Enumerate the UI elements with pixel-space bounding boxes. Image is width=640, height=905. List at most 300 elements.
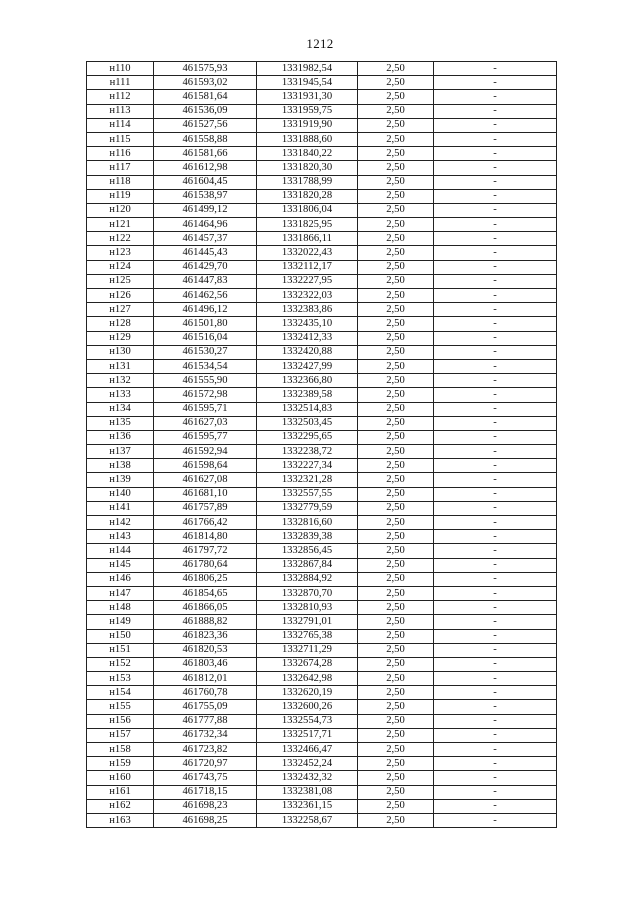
value-cell: 2,50 [358,473,434,487]
value-cell: 2,50 [358,501,434,515]
point-id-cell: н133 [87,388,154,402]
y-coordinate-cell: 1332227,34 [257,459,358,473]
point-id-cell: н118 [87,175,154,189]
note-cell: - [434,161,557,175]
value-cell: 2,50 [358,359,434,373]
point-id-cell: н126 [87,289,154,303]
note-cell: - [434,274,557,288]
value-cell: 2,50 [358,317,434,331]
value-cell: 2,50 [358,558,434,572]
x-coordinate-cell: 461575,93 [154,62,257,76]
value-cell: 2,50 [358,728,434,742]
y-coordinate-cell: 1332295,65 [257,430,358,444]
note-cell: - [434,799,557,813]
table-row [87,331,557,345]
x-coordinate-cell: 461496,12 [154,303,257,317]
value-cell: 2,50 [358,189,434,203]
x-coordinate-cell: 461718,15 [154,785,257,799]
x-coordinate-cell: 461499,12 [154,203,257,217]
table-row [87,544,557,558]
value-cell: 2,50 [358,218,434,232]
note-cell: - [434,374,557,388]
point-id-cell: н148 [87,601,154,615]
y-coordinate-cell: 1332779,59 [257,501,358,515]
point-id-cell: н114 [87,118,154,132]
point-id-cell: н138 [87,459,154,473]
value-cell: 2,50 [358,118,434,132]
y-coordinate-cell: 1332381,08 [257,785,358,799]
y-coordinate-cell: 1332322,03 [257,289,358,303]
note-cell: - [434,175,557,189]
table-row [87,700,557,714]
point-id-cell: н140 [87,487,154,501]
value-cell: 2,50 [358,530,434,544]
x-coordinate-cell: 461743,75 [154,771,257,785]
value-cell: 2,50 [358,586,434,600]
value-cell: 2,50 [358,445,434,459]
x-coordinate-cell: 461612,98 [154,161,257,175]
value-cell: 2,50 [358,629,434,643]
x-coordinate-cell: 461720,97 [154,757,257,771]
table-row [87,175,557,189]
y-coordinate-cell: 1331820,28 [257,189,358,203]
table-row [87,686,557,700]
point-id-cell: н111 [87,76,154,90]
point-id-cell: н153 [87,672,154,686]
table-row [87,473,557,487]
note-cell: - [434,714,557,728]
y-coordinate-cell: 1332517,71 [257,728,358,742]
table-row [87,572,557,586]
y-coordinate-cell: 1331806,04 [257,203,358,217]
value-cell: 2,50 [358,388,434,402]
table-row [87,757,557,771]
y-coordinate-cell: 1331982,54 [257,62,358,76]
value-cell: 2,50 [358,487,434,501]
value-cell: 2,50 [358,402,434,416]
table-row [87,317,557,331]
y-coordinate-cell: 1332022,43 [257,246,358,260]
note-cell: - [434,601,557,615]
note-cell: - [434,416,557,430]
value-cell: 2,50 [358,260,434,274]
y-coordinate-cell: 1332791,01 [257,615,358,629]
table-row [87,246,557,260]
value-cell: 2,50 [358,203,434,217]
point-id-cell: н112 [87,90,154,104]
table-row [87,90,557,104]
y-coordinate-cell: 1332810,93 [257,601,358,615]
value-cell: 2,50 [358,672,434,686]
point-id-cell: н135 [87,416,154,430]
x-coordinate-cell: 461429,70 [154,260,257,274]
point-id-cell: н146 [87,572,154,586]
note-cell: - [434,544,557,558]
value-cell: 2,50 [358,232,434,246]
y-coordinate-cell: 1332884,92 [257,572,358,586]
value-cell: 2,50 [358,175,434,189]
point-id-cell: н154 [87,686,154,700]
value-cell: 2,50 [358,643,434,657]
y-coordinate-cell: 1331820,30 [257,161,358,175]
y-coordinate-cell: 1331888,60 [257,132,358,146]
note-cell: - [434,487,557,501]
y-coordinate-cell: 1332389,58 [257,388,358,402]
x-coordinate-cell: 461464,96 [154,218,257,232]
table-row [87,76,557,90]
x-coordinate-cell: 461854,65 [154,586,257,600]
y-coordinate-cell: 1332711,29 [257,643,358,657]
y-coordinate-cell: 1332856,45 [257,544,358,558]
x-coordinate-cell: 461755,09 [154,700,257,714]
table-row [87,218,557,232]
table-row [87,799,557,813]
point-id-cell: н123 [87,246,154,260]
point-id-cell: н162 [87,799,154,813]
value-cell: 2,50 [358,657,434,671]
y-coordinate-cell: 1332258,67 [257,813,358,827]
value-cell: 2,50 [358,813,434,827]
point-id-cell: н115 [87,132,154,146]
table-row [87,232,557,246]
note-cell: - [434,402,557,416]
value-cell: 2,50 [358,601,434,615]
y-coordinate-cell: 1332870,70 [257,586,358,600]
y-coordinate-cell: 1331945,54 [257,76,358,90]
value-cell: 2,50 [358,303,434,317]
x-coordinate-cell: 461814,80 [154,530,257,544]
point-id-cell: н110 [87,62,154,76]
table-row [87,530,557,544]
value-cell: 2,50 [358,76,434,90]
point-id-cell: н130 [87,345,154,359]
table-row [87,147,557,161]
table-row [87,359,557,373]
y-coordinate-cell: 1331919,90 [257,118,358,132]
value-cell: 2,50 [358,516,434,530]
point-id-cell: н145 [87,558,154,572]
point-id-cell: н144 [87,544,154,558]
coordinates-table [86,61,557,828]
point-id-cell: н134 [87,402,154,416]
table-row [87,516,557,530]
table-row [87,402,557,416]
x-coordinate-cell: 461530,27 [154,345,257,359]
value-cell: 2,50 [358,246,434,260]
note-cell: - [434,643,557,657]
y-coordinate-cell: 1332867,84 [257,558,358,572]
x-coordinate-cell: 461527,56 [154,118,257,132]
x-coordinate-cell: 461462,56 [154,289,257,303]
x-coordinate-cell: 461447,83 [154,274,257,288]
note-cell: - [434,62,557,76]
value-cell: 2,50 [358,90,434,104]
point-id-cell: н120 [87,203,154,217]
point-id-cell: н128 [87,317,154,331]
value-cell: 2,50 [358,345,434,359]
table-row [87,643,557,657]
note-cell: - [434,76,557,90]
value-cell: 2,50 [358,771,434,785]
table-row [87,487,557,501]
note-cell: - [434,757,557,771]
note-cell: - [434,203,557,217]
y-coordinate-cell: 1332466,47 [257,743,358,757]
x-coordinate-cell: 461627,08 [154,473,257,487]
point-id-cell: н139 [87,473,154,487]
value-cell: 2,50 [358,289,434,303]
note-cell: - [434,558,557,572]
value-cell: 2,50 [358,374,434,388]
x-coordinate-cell: 461516,04 [154,331,257,345]
x-coordinate-cell: 461501,80 [154,317,257,331]
table-row [87,615,557,629]
note-cell: - [434,118,557,132]
point-id-cell: н124 [87,260,154,274]
point-id-cell: н143 [87,530,154,544]
note-cell: - [434,771,557,785]
y-coordinate-cell: 1332554,73 [257,714,358,728]
value-cell: 2,50 [358,544,434,558]
value-cell: 2,50 [358,785,434,799]
value-cell: 2,50 [358,757,434,771]
y-coordinate-cell: 1332765,38 [257,629,358,643]
point-id-cell: н129 [87,331,154,345]
table-row [87,274,557,288]
y-coordinate-cell: 1332227,95 [257,274,358,288]
x-coordinate-cell: 461723,82 [154,743,257,757]
note-cell: - [434,147,557,161]
table-row [87,629,557,643]
y-coordinate-cell: 1332816,60 [257,516,358,530]
x-coordinate-cell: 461681,10 [154,487,257,501]
point-id-cell: н132 [87,374,154,388]
x-coordinate-cell: 461777,88 [154,714,257,728]
value-cell: 2,50 [358,161,434,175]
table-row [87,771,557,785]
y-coordinate-cell: 1331788,99 [257,175,358,189]
table-row [87,445,557,459]
point-id-cell: н125 [87,274,154,288]
table-row [87,260,557,274]
note-cell: - [434,303,557,317]
x-coordinate-cell: 461823,36 [154,629,257,643]
x-coordinate-cell: 461604,45 [154,175,257,189]
x-coordinate-cell: 461806,25 [154,572,257,586]
table-row [87,303,557,317]
y-coordinate-cell: 1332238,72 [257,445,358,459]
value-cell: 2,50 [358,147,434,161]
point-id-cell: н127 [87,303,154,317]
point-id-cell: н142 [87,516,154,530]
x-coordinate-cell: 461698,23 [154,799,257,813]
value-cell: 2,50 [358,104,434,118]
table-row [87,743,557,757]
table-row [87,416,557,430]
note-cell: - [434,686,557,700]
y-coordinate-cell: 1332600,26 [257,700,358,714]
note-cell: - [434,586,557,600]
note-cell: - [434,657,557,671]
point-id-cell: н122 [87,232,154,246]
note-cell: - [434,218,557,232]
value-cell: 2,50 [358,132,434,146]
table-row [87,374,557,388]
value-cell: 2,50 [358,459,434,473]
note-cell: - [434,104,557,118]
table-row [87,430,557,444]
note-cell: - [434,743,557,757]
value-cell: 2,50 [358,714,434,728]
x-coordinate-cell: 461592,94 [154,445,257,459]
note-cell: - [434,289,557,303]
y-coordinate-cell: 1332435,10 [257,317,358,331]
y-coordinate-cell: 1332427,99 [257,359,358,373]
point-id-cell: н117 [87,161,154,175]
note-cell: - [434,572,557,586]
value-cell: 2,50 [358,615,434,629]
table-row [87,657,557,671]
table-row [87,289,557,303]
x-coordinate-cell: 461581,66 [154,147,257,161]
note-cell: - [434,430,557,444]
value-cell: 2,50 [358,799,434,813]
x-coordinate-cell: 461732,34 [154,728,257,742]
point-id-cell: н161 [87,785,154,799]
point-id-cell: н116 [87,147,154,161]
table-row [87,161,557,175]
y-coordinate-cell: 1332412,33 [257,331,358,345]
point-id-cell: н155 [87,700,154,714]
value-cell: 2,50 [358,743,434,757]
table-row [87,728,557,742]
note-cell: - [434,501,557,515]
note-cell: - [434,317,557,331]
x-coordinate-cell: 461698,25 [154,813,257,827]
note-cell: - [434,260,557,274]
value-cell: 2,50 [358,331,434,345]
x-coordinate-cell: 461534,54 [154,359,257,373]
x-coordinate-cell: 461536,09 [154,104,257,118]
point-id-cell: н149 [87,615,154,629]
x-coordinate-cell: 461780,64 [154,558,257,572]
x-coordinate-cell: 461555,90 [154,374,257,388]
note-cell: - [434,629,557,643]
note-cell: - [434,700,557,714]
table-row [87,189,557,203]
note-cell: - [434,728,557,742]
x-coordinate-cell: 461766,42 [154,516,257,530]
point-id-cell: н156 [87,714,154,728]
page-number: 1212 [306,36,334,51]
value-cell: 2,50 [358,572,434,586]
note-cell: - [434,813,557,827]
y-coordinate-cell: 1331931,30 [257,90,358,104]
x-coordinate-cell: 461812,01 [154,672,257,686]
table-row [87,388,557,402]
x-coordinate-cell: 461593,02 [154,76,257,90]
x-coordinate-cell: 461457,37 [154,232,257,246]
y-coordinate-cell: 1332557,55 [257,487,358,501]
note-cell: - [434,331,557,345]
table-row [87,714,557,728]
x-coordinate-cell: 461558,88 [154,132,257,146]
note-cell: - [434,516,557,530]
value-cell: 2,50 [358,416,434,430]
x-coordinate-cell: 461803,46 [154,657,257,671]
y-coordinate-cell: 1332383,86 [257,303,358,317]
table-row [87,785,557,799]
x-coordinate-cell: 461595,71 [154,402,257,416]
x-coordinate-cell: 461820,53 [154,643,257,657]
table-row [87,558,557,572]
point-id-cell: н160 [87,771,154,785]
note-cell: - [434,359,557,373]
point-id-cell: н163 [87,813,154,827]
point-id-cell: н151 [87,643,154,657]
table-row [87,601,557,615]
y-coordinate-cell: 1332620,19 [257,686,358,700]
x-coordinate-cell: 461866,05 [154,601,257,615]
y-coordinate-cell: 1332452,24 [257,757,358,771]
x-coordinate-cell: 461572,98 [154,388,257,402]
table-row [87,118,557,132]
y-coordinate-cell: 1332432,32 [257,771,358,785]
y-coordinate-cell: 1332839,38 [257,530,358,544]
point-id-cell: н136 [87,430,154,444]
y-coordinate-cell: 1331866,11 [257,232,358,246]
y-coordinate-cell: 1332361,15 [257,799,358,813]
note-cell: - [434,530,557,544]
table-row [87,672,557,686]
note-cell: - [434,388,557,402]
x-coordinate-cell: 461538,97 [154,189,257,203]
y-coordinate-cell: 1332420,88 [257,345,358,359]
point-id-cell: н113 [87,104,154,118]
y-coordinate-cell: 1332321,28 [257,473,358,487]
point-id-cell: н158 [87,743,154,757]
point-id-cell: н137 [87,445,154,459]
note-cell: - [434,445,557,459]
y-coordinate-cell: 1332503,45 [257,416,358,430]
y-coordinate-cell: 1332366,80 [257,374,358,388]
y-coordinate-cell: 1331825,95 [257,218,358,232]
table-row [87,813,557,827]
point-id-cell: н147 [87,586,154,600]
point-id-cell: н131 [87,359,154,373]
x-coordinate-cell: 461595,77 [154,430,257,444]
note-cell: - [434,473,557,487]
table-row [87,62,557,76]
y-coordinate-cell: 1332514,83 [257,402,358,416]
coordinates-table-body [87,62,557,828]
note-cell: - [434,672,557,686]
note-cell: - [434,189,557,203]
table-row [87,586,557,600]
note-cell: - [434,615,557,629]
table-row [87,203,557,217]
note-cell: - [434,459,557,473]
note-cell: - [434,90,557,104]
note-cell: - [434,232,557,246]
table-row [87,104,557,118]
value-cell: 2,50 [358,430,434,444]
point-id-cell: н150 [87,629,154,643]
x-coordinate-cell: 461757,89 [154,501,257,515]
table-row [87,501,557,515]
table-row [87,345,557,359]
x-coordinate-cell: 461760,78 [154,686,257,700]
